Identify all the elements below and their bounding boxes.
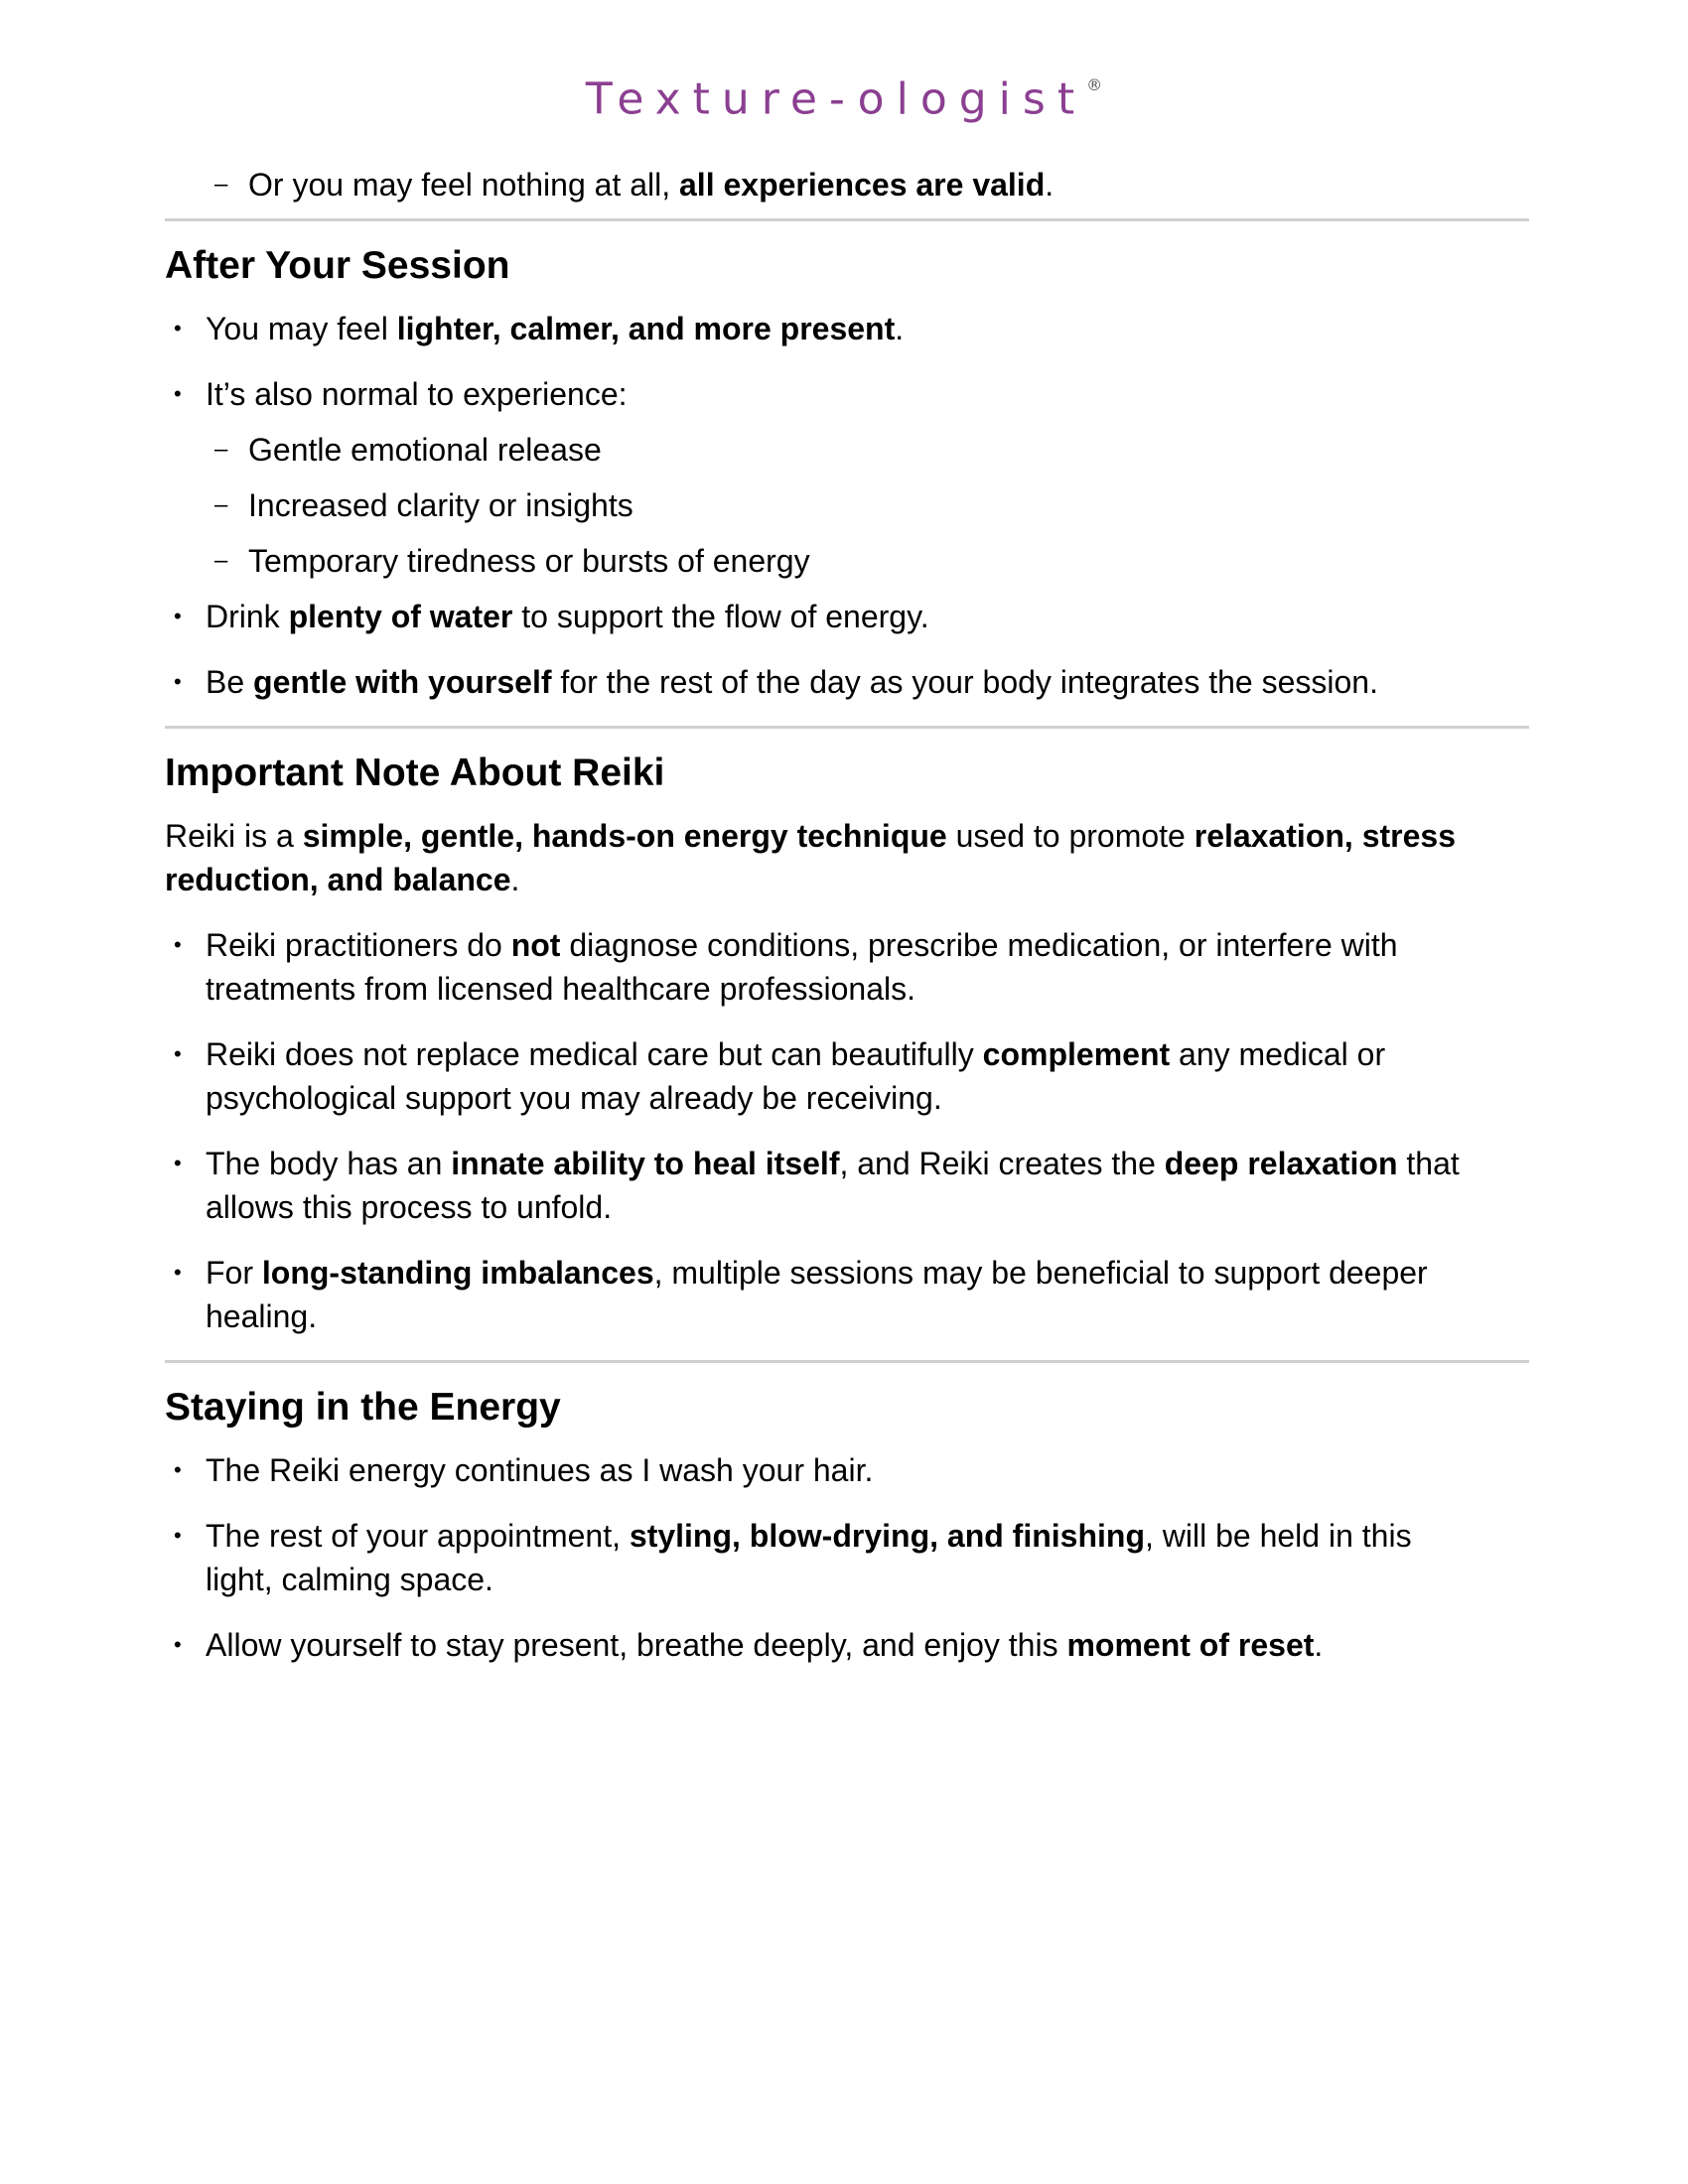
intro-paragraph: Reiki is a simple, gentle, hands-on energy technique used to promote relaxation, stress reduction, and balance. (165, 818, 1456, 897)
list-item: • Reiki practitioners do not diagnose conditions, prescribe medication, or interfere with treatments from licensed healthcare professionals. (165, 923, 1529, 1011)
list-subitem: – Gentle emotional release (165, 428, 1529, 472)
list-item: • You may feel lighter, calmer, and more present. (165, 307, 1529, 350)
section-heading-after-session: After Your Session (165, 244, 510, 287)
list-subitem: – Increased clarity or insights (165, 483, 1529, 527)
list-item: • For long-standing imbalances, multiple sessions may be beneficial to support deeper healing. (165, 1251, 1529, 1338)
logo-text: Texture-ologist (585, 73, 1087, 125)
section-heading-important-note: Important Note About Reiki (165, 751, 665, 794)
list-subitem: – Or you may feel nothing at all, all experiences are valid. (165, 163, 1529, 206)
registered-mark: ® (1086, 75, 1103, 94)
list-item: • Be gentle with yourself for the rest of the day as your body integrates the session. (165, 660, 1529, 704)
section-divider (165, 218, 1529, 221)
brand-logo (0, 64, 1688, 130)
list-item: • Allow yourself to stay present, breathe deeply, and enjoy this moment of reset. (165, 1623, 1529, 1667)
list-subitem: – Temporary tiredness or bursts of energy (165, 539, 1529, 583)
list-item: • Drink plenty of water to support the flow of energy. (165, 595, 1529, 638)
list-item: • The rest of your appointment, styling, blow-drying, and finishing, will be held in this light, calming space. (165, 1514, 1529, 1601)
section-divider (165, 1360, 1529, 1363)
list-item: • Reiki does not replace medical care but can beautifully complement any medical or psychological support you may already be receiving. (165, 1032, 1529, 1120)
list-item: • It’s also normal to experience: (165, 372, 1529, 416)
section-divider (165, 726, 1529, 729)
section-heading-staying-energy: Staying in the Energy (165, 1386, 561, 1429)
document-body (165, 163, 1529, 1689)
list-item: • The Reiki energy continues as I wash your hair. (165, 1448, 1529, 1492)
list-item: • The body has an innate ability to heal itself, and Reiki creates the deep relaxation that allows this process to unfold. (165, 1142, 1529, 1229)
